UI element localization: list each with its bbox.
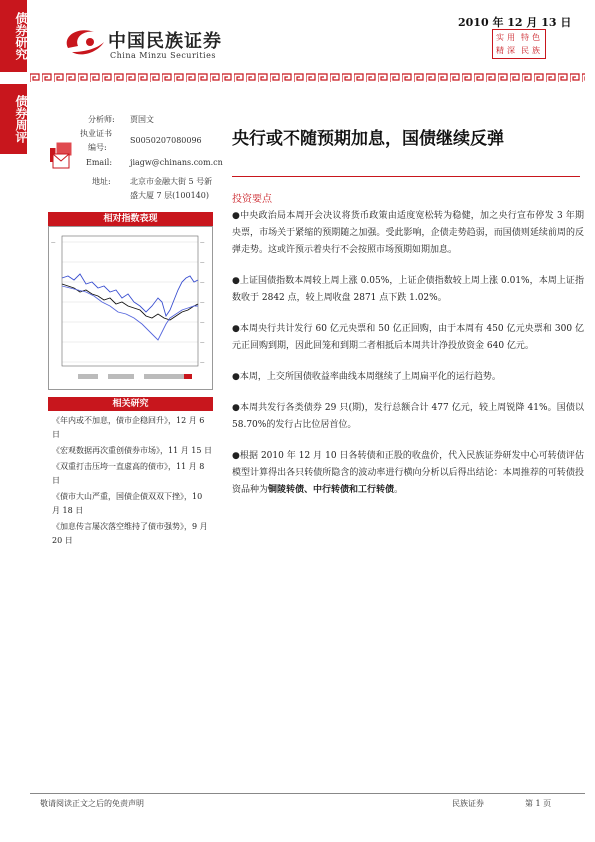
seal-stamp: 实 精 用 深 特 民 色 族 xyxy=(492,29,546,59)
cert-label-1: 执业证书 xyxy=(80,129,112,138)
paragraph-central-bank: ●本周央行共计发行 60 亿元央票和 50 亿正回购，由于本周有 450 亿元央票和 300 亿元正回购到期，因此回笼和到期二者相抵后本周共计净投放资金 640 亿元。 xyxy=(232,324,584,351)
paragraph-index: ●上证国债指数本周较上周上涨 0.05%，上证企债指数较上周上涨 0.01%，本周上证指数收于 2842 点，较上周收盘 2871 点下跌 1.02%。 xyxy=(232,276,584,303)
decorative-border xyxy=(30,73,585,83)
sidebar-strip xyxy=(0,0,27,842)
page-title: 央行或不随预期加息，国债继续反弹 xyxy=(232,129,504,149)
svg-text:—: — xyxy=(200,261,205,266)
company-name-en: China Minzu Securities xyxy=(110,51,216,60)
analyst-name: 贾国文 xyxy=(130,115,154,124)
svg-text:—: — xyxy=(200,361,205,366)
cert-number: S0050207080096 xyxy=(130,136,202,145)
svg-text:—: — xyxy=(51,241,56,246)
related-research-list xyxy=(52,414,212,550)
address-label: 地址: xyxy=(92,177,111,186)
recommended-bonds: 铜陵转债、中行转债和工行转债 xyxy=(268,485,395,495)
svg-text:—: — xyxy=(200,301,205,306)
paragraph-yield-curve: ●本周，上交所国债收益率曲线本周继续了上周扁平化的运行趋势。 xyxy=(232,372,501,382)
report-body xyxy=(232,208,584,513)
report-date: 2010 年 12 月 13 日 xyxy=(458,16,572,29)
svg-text:—: — xyxy=(200,321,205,326)
subcategory-label: 债券周评 xyxy=(14,95,28,143)
list-item[interactable]: 《双重打击压垮一直虚高的债市》，11 月 8 日 xyxy=(52,462,205,485)
related-research-title: 相关研究 xyxy=(48,397,213,411)
list-item[interactable]: 《债市大山严重，国债企债双双下挫》，10 月 18 日 xyxy=(52,492,203,515)
page-number: 第 1 页 xyxy=(525,799,552,808)
section-heading: 投资要点 xyxy=(232,194,272,205)
svg-text:—: — xyxy=(200,281,205,286)
contact-icon xyxy=(48,140,74,170)
svg-text:—: — xyxy=(200,241,205,246)
address-line-1: 北京市金融大街 5 号新 xyxy=(130,177,213,186)
analyst-label: 分析师: xyxy=(88,115,115,124)
relative-index-chart xyxy=(48,226,213,390)
list-item[interactable]: 《宏观数据再次重创债券市场》，11 月 15 日 xyxy=(52,446,212,455)
list-item[interactable]: 《年内或不加息，债市企稳回升》，12 月 6 日 xyxy=(52,416,205,439)
footer-company: 民族证券 xyxy=(452,799,484,808)
paragraph-issuance: ●本周共发行各类债券 29 只(期)，发行总额合计 477 亿元，较上周锐降 41%。国债以 58.70%的发行占比位居首位。 xyxy=(232,403,584,430)
company-name-cn: 中国民族证券 xyxy=(108,31,222,52)
address-line-2: 盛大厦 7 层(100140) xyxy=(130,191,209,200)
footer-divider xyxy=(30,793,585,794)
cert-label-2: 编号: xyxy=(88,143,107,152)
paragraph-policy: ●中央政治局本周开会决议将货币政策由适度宽松转为稳健，加之央行宣布停发 3 年期央票，市场关于紧缩的预期随之加强。受此影响，企债走势趋弱，而国债则延续前周的反弹走势。这或许预示着央行不会按照市场预期如期加息。 xyxy=(232,211,584,255)
category-label: 债券研究 xyxy=(14,12,28,60)
svg-text:—: — xyxy=(200,341,205,346)
list-item[interactable]: 《加息传言屡次落空维持了债市强势》，9 月 20 日 xyxy=(52,522,208,545)
title-divider xyxy=(232,176,580,177)
email-link[interactable]: jiagw@chinans.com.cn xyxy=(130,158,223,167)
email-label: Email: xyxy=(86,158,113,167)
footer-disclaimer: 敬请阅读正文之后的免责声明 xyxy=(40,799,144,808)
paragraph-convertibles: ●根据 2010 年 12 月 10 日各转债和正股的收盘价，代入民族证券研发中心可转债评估模型计算得出各只转债所隐含的波动率进行横向分析以后得出结论：本周推荐的可转债投资品种为铜陵转债、中行转债和工行转债。 xyxy=(232,451,584,495)
chart-title: 相对指数表现 xyxy=(48,212,213,226)
